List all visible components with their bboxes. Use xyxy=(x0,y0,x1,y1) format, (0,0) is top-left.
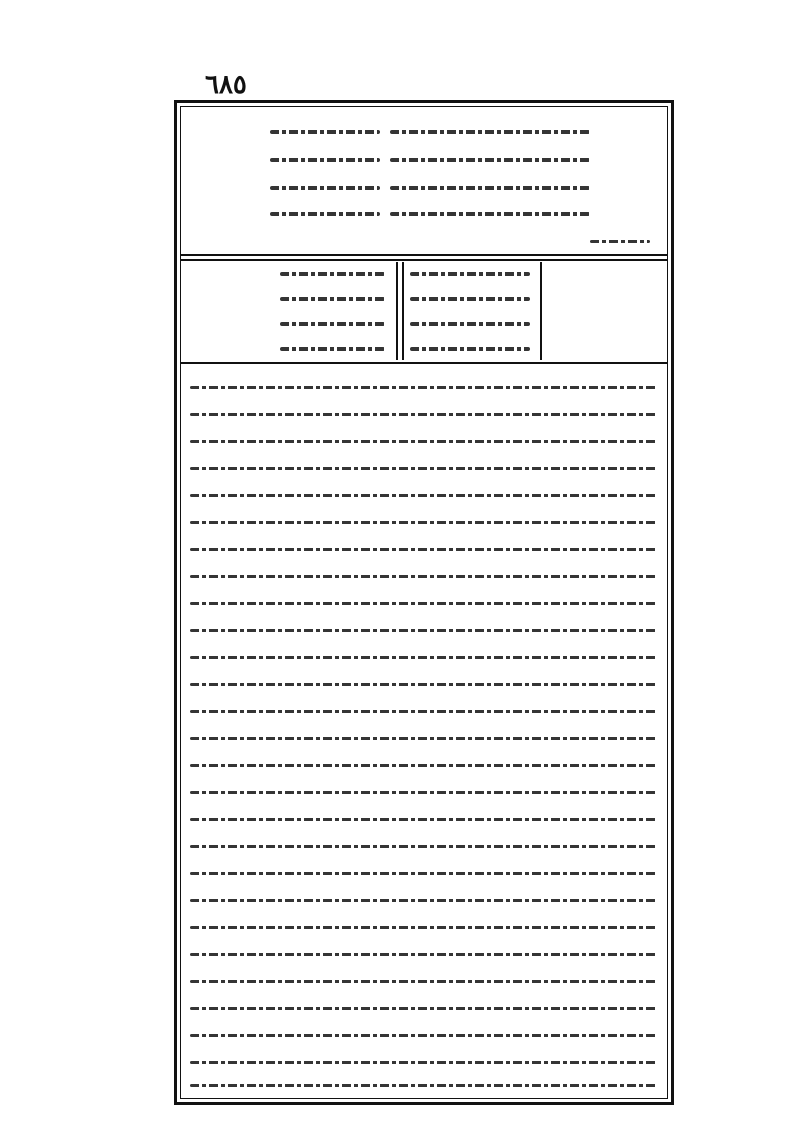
prose-line xyxy=(190,629,658,632)
prose-line xyxy=(190,791,658,794)
prose-line xyxy=(190,1061,658,1064)
section-divider xyxy=(180,259,668,261)
prose-line xyxy=(190,764,658,767)
poem-line xyxy=(390,186,590,190)
section-heading-line xyxy=(590,240,650,243)
prose-line xyxy=(190,656,658,659)
prose-line xyxy=(190,872,658,875)
poem-column-rule xyxy=(402,262,404,360)
prose-line xyxy=(190,575,658,578)
poem-column-rule xyxy=(540,262,542,360)
prose-line xyxy=(190,980,658,983)
prose-line xyxy=(190,521,658,524)
prose-line xyxy=(190,899,658,902)
prose-line xyxy=(190,386,658,389)
poem-line xyxy=(270,130,380,134)
prose-line xyxy=(190,953,658,956)
prose-line xyxy=(190,494,658,497)
poem-line xyxy=(410,272,530,276)
poem-line xyxy=(270,158,380,162)
prose-line xyxy=(190,1034,658,1037)
poem-column-rule xyxy=(396,262,398,360)
prose-line xyxy=(190,440,658,443)
prose-line xyxy=(190,710,658,713)
poem-line xyxy=(410,297,530,301)
prose-line xyxy=(190,845,658,848)
prose-line xyxy=(190,1007,658,1010)
prose-line xyxy=(190,548,658,551)
poem-line xyxy=(410,347,530,351)
prose-line xyxy=(190,818,658,821)
prose-line xyxy=(190,1084,658,1087)
poem-line xyxy=(390,158,590,162)
poem-line xyxy=(410,322,530,326)
poem-line xyxy=(270,186,380,190)
section-divider xyxy=(180,362,668,364)
poem-line xyxy=(390,130,590,134)
prose-line xyxy=(190,467,658,470)
prose-line xyxy=(190,602,658,605)
poem-line xyxy=(280,272,385,276)
poem-line xyxy=(270,212,380,216)
prose-line xyxy=(190,926,658,929)
prose-line xyxy=(190,737,658,740)
prose-line xyxy=(190,683,658,686)
page-number: ٦٨٥ xyxy=(205,70,247,100)
poem-line xyxy=(280,322,385,326)
poem-line xyxy=(390,212,590,216)
poem-line xyxy=(280,347,385,351)
poem-line xyxy=(280,297,385,301)
prose-line xyxy=(190,413,658,416)
section-divider xyxy=(180,254,668,256)
